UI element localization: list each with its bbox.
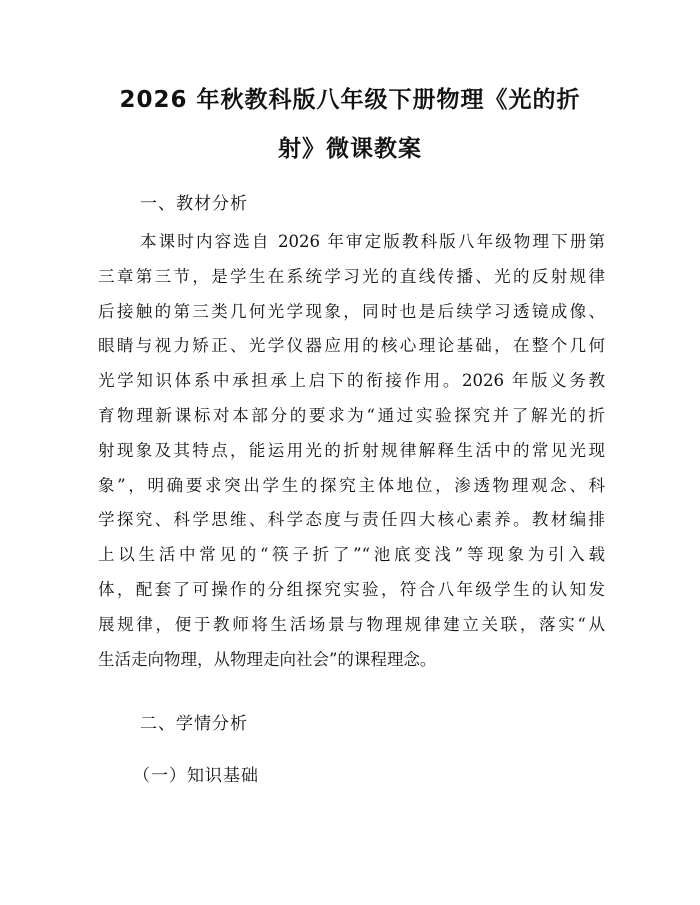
paragraph-line: 上以生活中常见的“筷子折了”“池底变浅”等现象为引入载	[98, 545, 605, 565]
paragraph-line: 生活走向物理，从物理走向社会”的课程理念。	[98, 649, 437, 669]
paragraph-line: 学探究、科学思维、科学态度与责任四大核心素养。教材编排	[98, 510, 605, 530]
section-heading-learner-analysis: 二、学情分析	[140, 714, 248, 734]
textbook-analysis-paragraph	[98, 225, 605, 677]
paragraph-line: 展规律，便于教师将生活场景与物理规律建立关联，落实“从	[98, 614, 605, 634]
paragraph-line: 育物理新课标对本部分的要求为“通过实验探究并了解光的折	[98, 405, 605, 425]
paragraph-line: 射现象及其特点，能运用光的折射规律解释生活中的常见光现	[98, 440, 605, 460]
paragraph-line: 后接触的第三类几何光学现象，同时也是后续学习透镜成像、	[98, 301, 605, 321]
paragraph-line: 象”，明确要求突出学生的探究主体地位，渗透物理观念、科	[98, 475, 605, 495]
paragraph-line: 三章第三节，是学生在系统学习光的直线传播、光的反射规律	[98, 266, 605, 286]
subsection-heading-knowledge-basis: （一）知识基础	[133, 766, 259, 786]
document-title-line-2: 射》微课教案	[278, 136, 422, 162]
paragraph-line: 光学知识体系中承担承上启下的衔接作用。2026 年版义务教	[98, 371, 605, 391]
document-title-line-1: 2026 年秋教科版八年级下册物理《光的折	[119, 87, 581, 113]
section-heading-textbook-analysis: 一、教材分析	[140, 194, 248, 214]
paragraph-line: 本课时内容选自 2026 年审定版教科版八年级物理下册第	[140, 232, 605, 251]
paragraph-line: 眼睛与视力矫正、光学仪器应用的核心理论基础，在整个几何	[98, 336, 605, 356]
paragraph-line: 体，配套了可操作的分组探究实验，符合八年级学生的认知发	[98, 579, 605, 599]
